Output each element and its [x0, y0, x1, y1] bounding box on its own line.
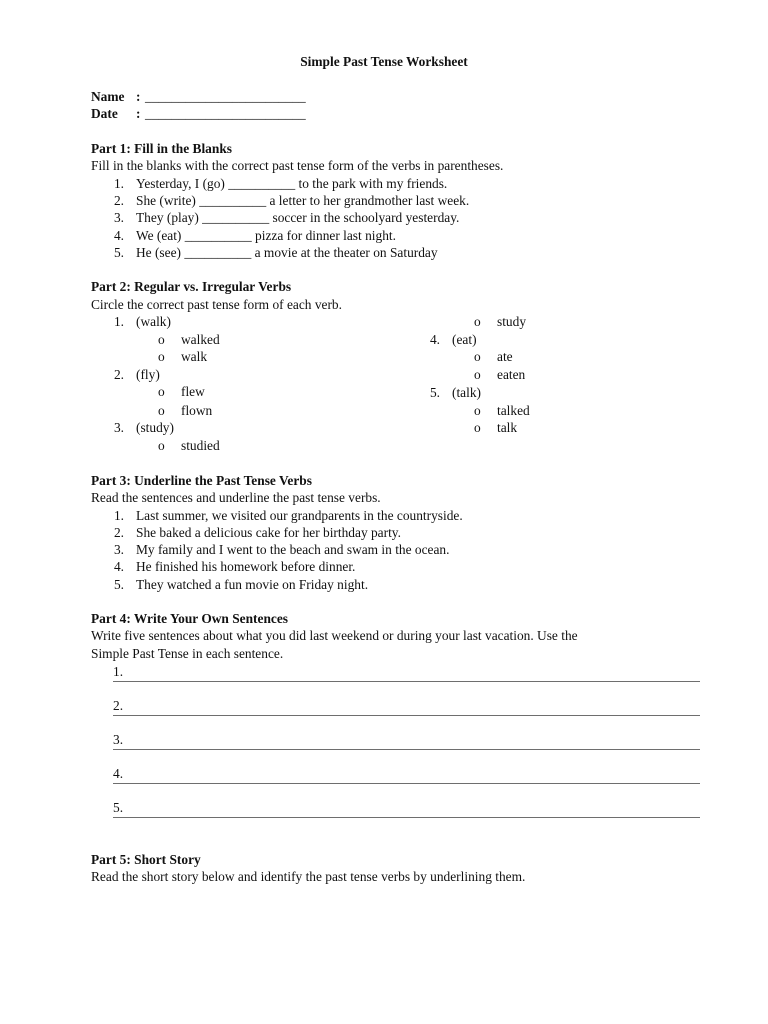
option-study[interactable]: study: [497, 314, 527, 329]
list-item-number: 2.: [113, 525, 124, 540]
list-item-number: 1.: [113, 508, 124, 523]
writing-line-number: 1.: [113, 664, 124, 679]
list-item-number: 5.: [113, 245, 124, 260]
option-bullet: o: [474, 349, 481, 364]
date-field-colon: :: [136, 106, 141, 121]
part1-instruction: Fill in the blanks with the correct past tense form of the verbs in parentheses.: [91, 158, 504, 173]
part5-heading: Part 5: Short Story: [91, 852, 201, 867]
writing-line-number: 4.: [113, 766, 124, 781]
list-item-number: 1.: [113, 176, 124, 191]
writing-line[interactable]: [113, 783, 700, 784]
option-bullet: o: [474, 314, 481, 329]
option-walk[interactable]: walk: [181, 349, 208, 364]
option-studied[interactable]: studied: [181, 438, 220, 453]
list-item-text: Last summer, we visited our grandparents in the countryside.: [136, 508, 463, 523]
list-item-number: 5.: [429, 385, 440, 400]
date-field-label: Date: [91, 106, 118, 121]
part4-instruction-line2: Simple Past Tense in each sentence.: [91, 646, 284, 661]
part3-heading: Part 3: Underline the Past Tense Verbs: [91, 473, 312, 488]
part4-instruction-line1: Write five sentences about what you did last weekend or during your last vacation. Use the: [91, 628, 578, 643]
writing-line[interactable]: [113, 749, 700, 750]
list-item-text: My family and I went to the beach and swam in the ocean.: [136, 542, 450, 557]
option-talk[interactable]: talk: [497, 420, 518, 435]
option-talked[interactable]: talked: [497, 403, 530, 418]
writing-line[interactable]: [113, 817, 700, 818]
list-item-number: 5.: [113, 577, 124, 592]
option-eaten[interactable]: eaten: [497, 367, 526, 382]
verb-label: (study): [136, 420, 174, 435]
list-item-text: He (see) __________ a movie at the theater on Saturday: [136, 245, 438, 260]
list-item-text: She (write) __________ a letter to her grandmother last week.: [136, 193, 470, 208]
date-field-blank[interactable]: ________________________: [145, 106, 306, 121]
list-item-text: Yesterday, I (go) __________ to the park with my friends.: [136, 176, 448, 191]
page-title: Simple Past Tense Worksheet: [300, 54, 468, 69]
writing-line-number: 2.: [113, 698, 124, 713]
list-item-number: 3.: [113, 210, 124, 225]
option-bullet: o: [158, 349, 165, 364]
option-flew[interactable]: flew: [181, 384, 205, 399]
verb-label: (fly): [136, 367, 160, 382]
option-bullet: o: [158, 384, 165, 399]
verb-label: (talk): [452, 385, 481, 400]
list-item-number: 2.: [113, 193, 124, 208]
writing-line-number: 3.: [113, 732, 124, 747]
name-field-colon: :: [136, 89, 141, 104]
option-bullet: o: [158, 438, 165, 453]
name-field-blank[interactable]: ________________________: [145, 89, 306, 104]
option-bullet: o: [158, 403, 165, 418]
option-bullet: o: [158, 332, 165, 347]
writing-line[interactable]: [113, 681, 700, 682]
name-field-label: Name: [91, 89, 125, 104]
option-bullet: o: [474, 367, 481, 382]
list-item-number: 1.: [113, 314, 124, 329]
part4-heading: Part 4: Write Your Own Sentences: [91, 611, 288, 626]
option-walked[interactable]: walked: [181, 332, 220, 347]
part3-instruction: Read the sentences and underline the past tense verbs.: [91, 490, 381, 505]
list-item-number: 4.: [113, 228, 124, 243]
verb-label: (eat): [452, 332, 477, 347]
verb-label: (walk): [136, 314, 171, 329]
list-item-text: She baked a delicious cake for her birthday party.: [136, 525, 401, 540]
list-item-text: They (play) __________ soccer in the schoolyard yesterday.: [136, 210, 460, 225]
list-item-number: 3.: [113, 420, 124, 435]
option-ate[interactable]: ate: [497, 349, 513, 364]
writing-line[interactable]: [113, 715, 700, 716]
part2-instruction: Circle the correct past tense form of each verb.: [91, 297, 342, 312]
list-item-text: They watched a fun movie on Friday night.: [136, 577, 369, 592]
list-item-text: We (eat) __________ pizza for dinner last night.: [136, 228, 396, 243]
list-item-number: 4.: [429, 332, 440, 347]
list-item-text: He finished his homework before dinner.: [136, 559, 356, 574]
option-flown[interactable]: flown: [181, 403, 213, 418]
writing-line-number: 5.: [113, 800, 124, 815]
list-item-number: 4.: [113, 559, 124, 574]
part1-heading: Part 1: Fill in the Blanks: [91, 141, 232, 156]
part2-heading: Part 2: Regular vs. Irregular Verbs: [91, 279, 292, 294]
option-bullet: o: [474, 403, 481, 418]
part5-instruction: Read the short story below and identify the past tense verbs by underlining them.: [91, 869, 526, 884]
option-bullet: o: [474, 420, 481, 435]
list-item-number: 3.: [113, 542, 124, 557]
list-item-number: 2.: [113, 367, 124, 382]
